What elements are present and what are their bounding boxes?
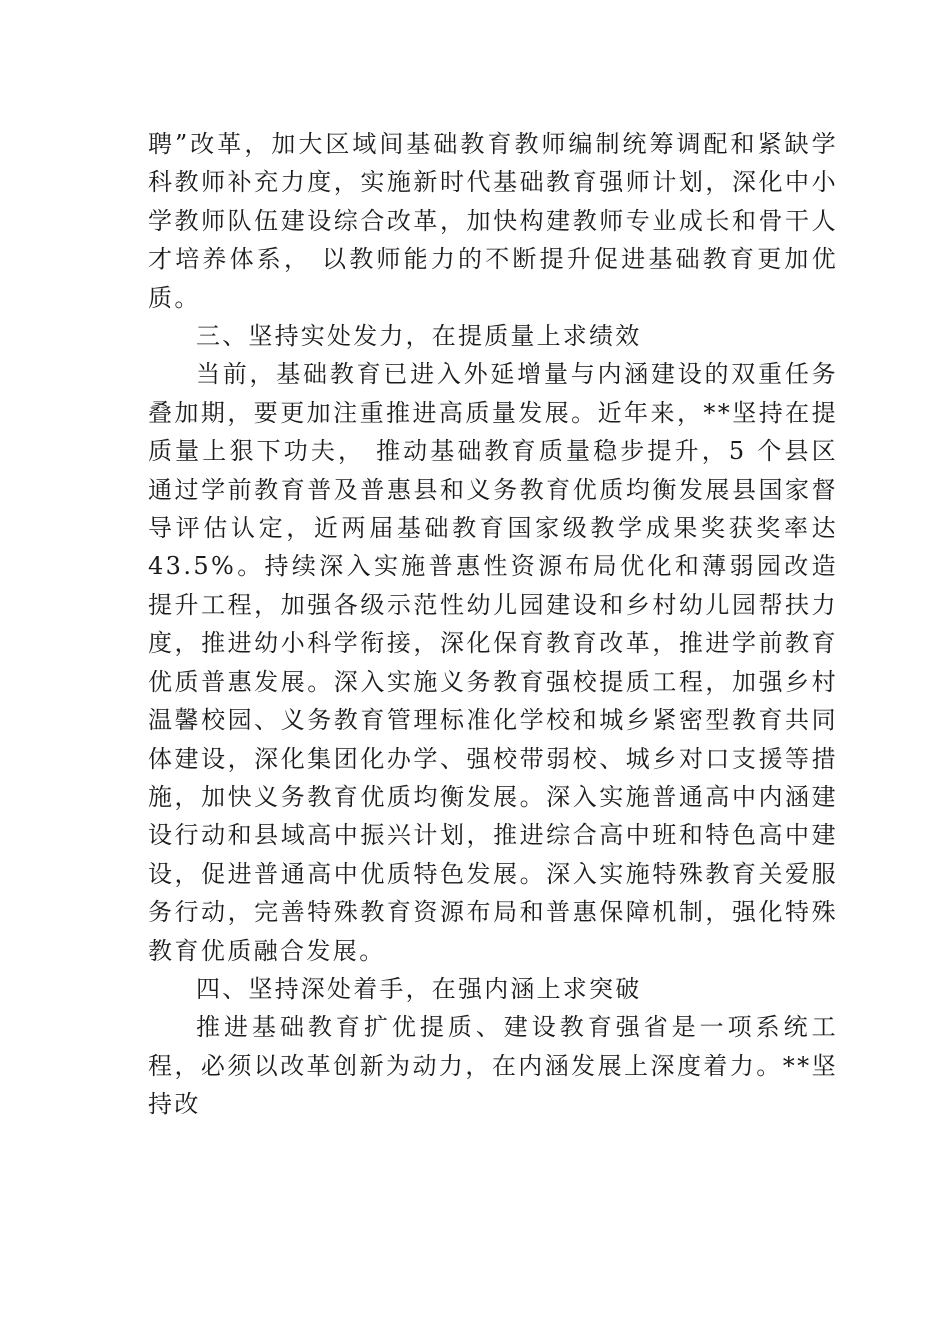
paragraph-connotation: 推进基础教育扩优提质、建设教育强省是一项系统工程，必须以改革创新为动力，在内涵发展上深度着力。**坚持改: [148, 1013, 838, 1119]
paragraph-teacher-reform: 聘”改革，加大区域间基础教育教师编制统筹调配和紧缺学科教师补充力度，实施新时代基础教育强师计划，深化中小学教师队伍建设综合改革，加快构建教师专业成长和骨干人才培养体系， 以教师能力的不断提升促进基础教育更加优质。: [148, 130, 838, 312]
section-heading-four: 四、坚持深处着手，在强内涵上求突破: [196, 974, 642, 1003]
document-body: [148, 125, 838, 1124]
paragraph-quality: 当前，基础教育已进入外延增量与内涵建设的双重任务叠加期，要更加注重推进高质量发展。近年来，**坚持在提质量上狠下功夫， 推动基础教育质量稳步提升，5 个县区通过学前教育普及普惠县和义务教育优质均衡发展县国家督导评估认定，近两届基础教育国家级教学成果奖获奖率达43.5%。持续深入实施普惠性资源布局优化和薄弱园改造提升工程，加强各级示范性幼儿园建设和乡村幼儿园帮扶力度，推进幼小科学衔接，深化保育教育改革，推进学前教育优质普惠发展。深入实施义务教育强校提质工程，加强乡村温馨校园、义务教育管理标准化学校和城乡紧密型教育共同体建设，深化集团化办学、强校带弱校、城乡对口支援等措施，加快义务教育优质均衡发展。深入实施普通高中内涵建设行动和县域高中振兴计划，推进综合高中班和特色高中建设，促进普通高中优质特色发展。深入实施特殊教育关爱服务行动，完善特殊教育资源布局和普惠保障机制，强化特殊教育优质融合发展。: [148, 360, 838, 965]
section-heading-three: 三、坚持实处发力，在提质量上求绩效: [196, 322, 642, 351]
